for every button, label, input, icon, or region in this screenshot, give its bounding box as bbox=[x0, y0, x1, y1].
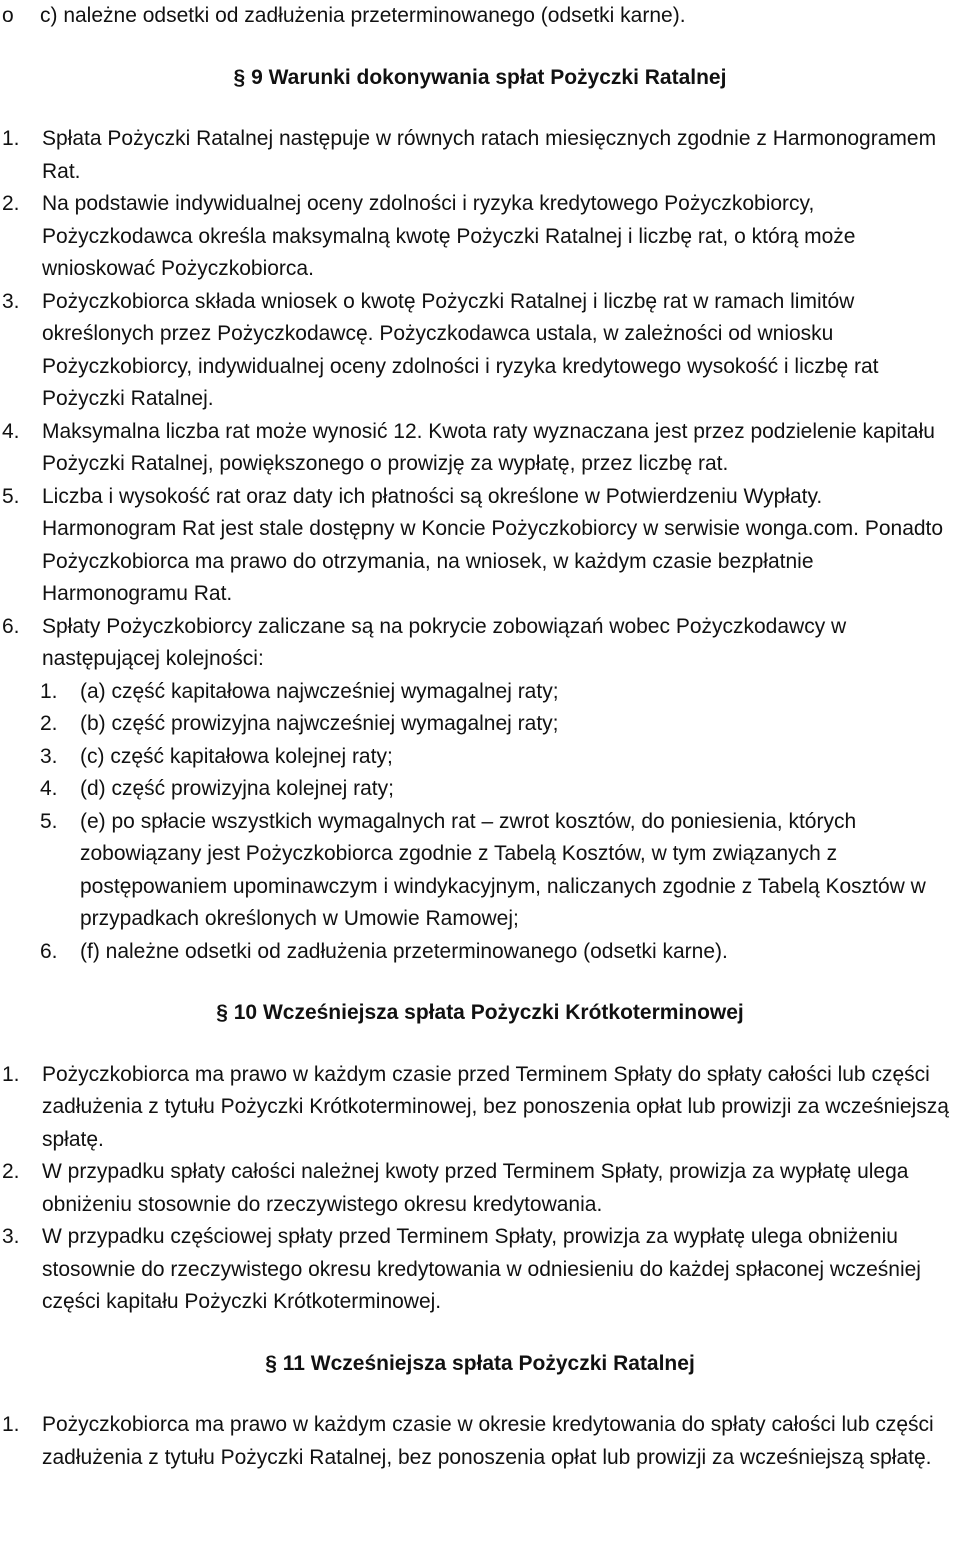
sublist-item bbox=[0, 708, 960, 741]
list-item bbox=[0, 123, 960, 188]
sublist-item bbox=[0, 936, 960, 969]
item-number: 6. bbox=[2, 614, 20, 638]
item-text: Spłaty Pożyczkobiorcy zaliczane są na pokrycie zobowiązań wobec Pożyczkodawcy w następującej kolejności: bbox=[42, 614, 847, 670]
section-title: 10 Wcześniejsza spłata Pożyczki Krótkoterminowej bbox=[233, 1001, 744, 1024]
item-text: W przypadku spłaty całości należnej kwoty przed Terminem Spłaty, prowizja za wypłatę ulega obniżeniu stosownie do rzeczywistego okresu kredytowania. bbox=[42, 1160, 909, 1216]
repayment-order-sublist bbox=[0, 676, 960, 969]
bullet-item bbox=[0, 0, 960, 33]
section-10-list bbox=[0, 1059, 960, 1319]
subitem-text: (b) część prowizyjna najwcześniej wymagalnej raty; bbox=[80, 712, 559, 735]
subitem-number: 3. bbox=[40, 744, 58, 768]
item-text: Pożyczkobiorca ma prawo w każdym czasie w okresie kredytowania do spłaty całości lub części zadłużenia z tytułu Pożyczki Ratalnej, bez ponoszenia opłat lub prowizji za wcześniejszą spłatę. bbox=[42, 1413, 934, 1469]
list-item bbox=[0, 1221, 960, 1319]
list-item bbox=[0, 1409, 960, 1474]
item-number: 3. bbox=[2, 1225, 20, 1248]
item-number: 2. bbox=[2, 192, 20, 215]
section-symbol: § bbox=[216, 1001, 228, 1024]
section-symbol: § bbox=[233, 65, 246, 89]
bullet-marker: o bbox=[2, 4, 14, 27]
subitem-text: (a) część kapitałowa najwcześniej wymagalnej raty; bbox=[80, 679, 559, 703]
list-item bbox=[0, 188, 960, 286]
list-item bbox=[0, 481, 960, 611]
item-number: 1. bbox=[2, 1413, 20, 1436]
item-text: Pożyczkobiorca ma prawo w każdym czasie przed Terminem Spłaty do spłaty całości lub części zadłużenia z tytułu Pożyczki Krótkoterminowej, bez ponoszenia opłat lub prowizji za wcześniejszą spłatę. bbox=[42, 1062, 949, 1151]
item-number: 2. bbox=[2, 1160, 20, 1183]
subitem-text: (c) część kapitałowa kolejnej raty; bbox=[80, 744, 393, 768]
item-number: 4. bbox=[2, 419, 20, 443]
item-text: Liczba i wysokość rat oraz daty ich płatności są określone w Potwierdzeniu Wypłaty. Harmonogram Rat jest stale dostępny w Koncie Pożyczkobiorcy w serwisie wonga.com. Ponadto Pożyczkobiorca ma prawo do otrzymania, na wniosek, w każdym czasie bezpłatnie Harmonogramu Rat. bbox=[42, 484, 944, 605]
subitem-number: 5. bbox=[40, 809, 58, 833]
item-number: 1. bbox=[2, 1062, 20, 1086]
section-title: 9 Warunki dokonywania spłat Pożyczki Ratalnej bbox=[251, 65, 727, 89]
section-heading-11 bbox=[0, 1348, 960, 1381]
list-item bbox=[0, 611, 960, 676]
sublist-item bbox=[0, 806, 960, 936]
sublist-item bbox=[0, 773, 960, 806]
section-symbol: § bbox=[265, 1351, 277, 1375]
section-9-list bbox=[0, 123, 960, 676]
section-heading-9 bbox=[0, 62, 960, 95]
subitem-text: (f) należne odsetki od zadłużenia przeterminowanego (odsetki karne). bbox=[80, 939, 728, 963]
item-number: 5. bbox=[2, 484, 20, 508]
item-number: 1. bbox=[2, 127, 20, 150]
section-11-list bbox=[0, 1409, 960, 1474]
list-item bbox=[0, 416, 960, 481]
item-text: Na podstawie indywidualnej oceny zdolności i ryzyka kredytowego Pożyczkobiorcy, Pożyczkodawca określa maksymalną kwotę Pożyczki Ratalnej i liczbę rat, o którą może wnioskować Pożyczkobiorca. bbox=[42, 192, 856, 280]
item-text: W przypadku częściowej spłaty przed Terminem Spłaty, prowizja za wypłatę ulega obniżeniu stosownie do rzeczywistego okresu kredytowania w odniesieniu do każdej spłaconej wcześniej części kapitału Pożyczki Krótkoterminowej. bbox=[42, 1225, 921, 1313]
sublist-item bbox=[0, 676, 960, 709]
item-text: Spłata Pożyczki Ratalnej następuje w równych ratach miesięcznych zgodnie z Harmonogramem Rat. bbox=[42, 127, 937, 183]
item-number: 3. bbox=[2, 289, 20, 313]
item-text: Maksymalna liczba rat może wynosić 12. Kwota raty wyznaczana jest przez podzielenie kapitału Pożyczki Ratalnej, powiększonego o prowizję za wypłatę, przez liczbę rat. bbox=[42, 419, 935, 475]
subitem-number: 1. bbox=[40, 679, 58, 703]
list-item bbox=[0, 286, 960, 416]
subitem-number: 4. bbox=[40, 777, 58, 800]
section-title: 11 Wcześniejsza spłata Pożyczki Ratalnej bbox=[282, 1351, 695, 1375]
section-heading-10 bbox=[0, 997, 960, 1030]
item-text: Pożyczkobiorca składa wniosek o kwotę Pożyczki Ratalnej i liczbę rat w ramach limitów określonych przez Pożyczkodawcę. Pożyczkodawca ustala, w zależności od wniosku Pożyczkobiorcy, indywidualnej oceny zdolności i ryzyka kredytowego wysokość i liczbę rat Pożyczki Ratalnej. bbox=[42, 289, 879, 410]
subitem-text: (d) część prowizyjna kolejnej raty; bbox=[80, 777, 394, 800]
sublist-item bbox=[0, 741, 960, 774]
list-item bbox=[0, 1059, 960, 1157]
list-item bbox=[0, 1156, 960, 1221]
bullet-text: c) należne odsetki od zadłużenia przeterminowanego (odsetki karne). bbox=[40, 4, 686, 27]
subitem-text: (e) po spłacie wszystkich wymagalnych rat – zwrot kosztów, do poniesienia, których zobowiązany jest Pożyczkobiorca zgodnie z Tabelą Kosztów, w tym związanych z postępowaniem upominawczym i windykacyjnym, naliczanych zgodnie z Tabelą Kosztów w przypadkach określonych w Umowie Ramowej; bbox=[80, 809, 926, 930]
subitem-number: 6. bbox=[40, 939, 58, 963]
subitem-number: 2. bbox=[40, 712, 58, 735]
